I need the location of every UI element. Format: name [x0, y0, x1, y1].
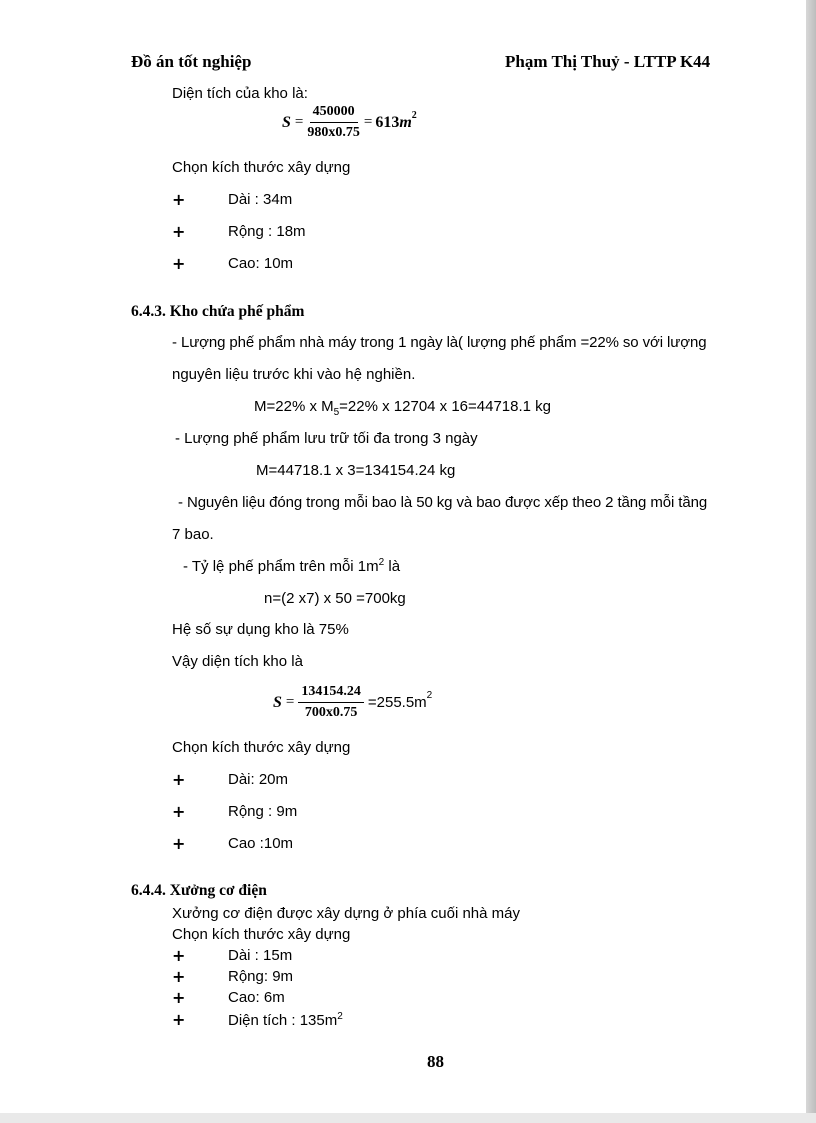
formula-denominator: 700x0.75	[304, 705, 358, 720]
area-formula-1	[282, 104, 417, 141]
item-height-1: Cao: 10m	[228, 255, 294, 272]
waste-para-line1: - Lượng phế phẩm nhà máy trong 1 ngày là( lượng phế phẩm =22% so với lượng	[172, 334, 707, 351]
formula-denominator: 980x0.75	[307, 125, 360, 140]
item-height-3: Cao: 6m	[228, 989, 285, 1006]
item-length-3: Dài : 15m	[228, 947, 293, 964]
formula-eq: =	[285, 694, 295, 710]
ratio-para	[183, 557, 400, 575]
mass-formula-pre: M=22% x M	[254, 398, 334, 415]
usage-coefficient: Hệ số sự dụng kho là 75%	[172, 621, 349, 638]
bullet: +	[172, 222, 186, 241]
mass-formula-sub: 5	[333, 407, 340, 418]
bullet: +	[172, 190, 186, 209]
bullet: +	[172, 988, 186, 1007]
item-width-3: Rộng: 9m	[228, 968, 294, 985]
formula-lhs: S	[282, 113, 291, 131]
item-width-1: Rộng : 18m	[228, 223, 306, 240]
bullet: +	[172, 770, 186, 789]
bullet: +	[172, 946, 186, 965]
heading-6-4-4: 6.4.4. Xưởng cơ điện	[131, 882, 267, 899]
formula-fraction	[298, 684, 364, 721]
waste-para-line2: nguyên liệu trước khi vào hệ nghiền.	[172, 366, 416, 383]
n-formula: n=(2 x7) x 50 =700kg	[264, 590, 406, 607]
bullet: +	[172, 802, 186, 821]
item-length-2: Dài: 20m	[228, 771, 289, 788]
bullet: +	[172, 254, 186, 273]
formula-numerator: 450000	[310, 104, 358, 123]
item-length-1: Dài : 34m	[228, 191, 293, 208]
area-intro-2: Vậy diện tích kho là	[172, 653, 303, 670]
bullet: +	[172, 834, 186, 853]
mass-formula-1	[254, 398, 551, 418]
header-left: Đồ án tốt nghiệp	[131, 52, 252, 71]
formula-result: 613	[375, 113, 400, 131]
item-height-2: Cao :10m	[228, 835, 294, 852]
formula-exp: 2	[411, 110, 417, 121]
formula-lhs: S	[273, 693, 282, 711]
item-area-3	[228, 1011, 343, 1029]
bullet: +	[172, 1010, 186, 1029]
ratio-sup: 2	[378, 557, 385, 568]
item-width-2: Rộng : 9m	[228, 803, 298, 820]
bag-para-line1: - Nguyên liệu đóng trong mỗi bao là 50 kg và bao được xếp theo 2 tầng mỗi tầng	[178, 494, 708, 511]
formula-eq: =	[294, 114, 304, 130]
formula-exp: 2	[426, 690, 433, 701]
formula-unit: m	[399, 113, 412, 131]
choose-size-1: Chọn kích thước xây dựng	[172, 159, 351, 176]
formula-fraction	[307, 104, 360, 141]
workshop-location: Xưởng cơ điện được xây dựng ở phía cuối nhà máy	[172, 905, 520, 922]
page-number: 88	[427, 1052, 444, 1071]
heading-6-4-3: 6.4.3. Kho chứa phế phẩm	[131, 303, 305, 320]
item-area-sup: 2	[337, 1011, 343, 1022]
formula-eq2: =	[363, 114, 373, 130]
choose-size-3: Chọn kích thước xây dựng	[172, 926, 351, 943]
area-intro: Diện tích của kho là:	[172, 85, 308, 102]
choose-size-2: Chọn kích thước xây dựng	[172, 739, 351, 756]
storage-para: - Lượng phế phẩm lưu trữ tối đa trong 3 ngày	[175, 430, 478, 447]
formula-result: =255.5m	[367, 694, 427, 711]
mass-formula-post: =22% x 12704 x 16=44718.1 kg	[339, 398, 552, 415]
bullet: +	[172, 967, 186, 986]
ratio-post: là	[384, 558, 401, 575]
mass-formula-2: M=44718.1 x 3=134154.24 kg	[256, 462, 456, 479]
page-shadow-bottom	[0, 1113, 816, 1123]
header-right: Phạm Thị Thuỷ - LTTP K44	[505, 52, 711, 71]
formula-numerator: 134154.24	[298, 684, 364, 703]
bag-para-line2: 7 bao.	[172, 526, 214, 543]
item-area-text: Diện tích : 135m	[228, 1012, 338, 1029]
page-shadow-right	[806, 0, 816, 1123]
area-formula-2	[273, 684, 432, 721]
ratio-pre: - Tỷ lệ phế phẩm trên mỗi 1m	[183, 558, 379, 575]
